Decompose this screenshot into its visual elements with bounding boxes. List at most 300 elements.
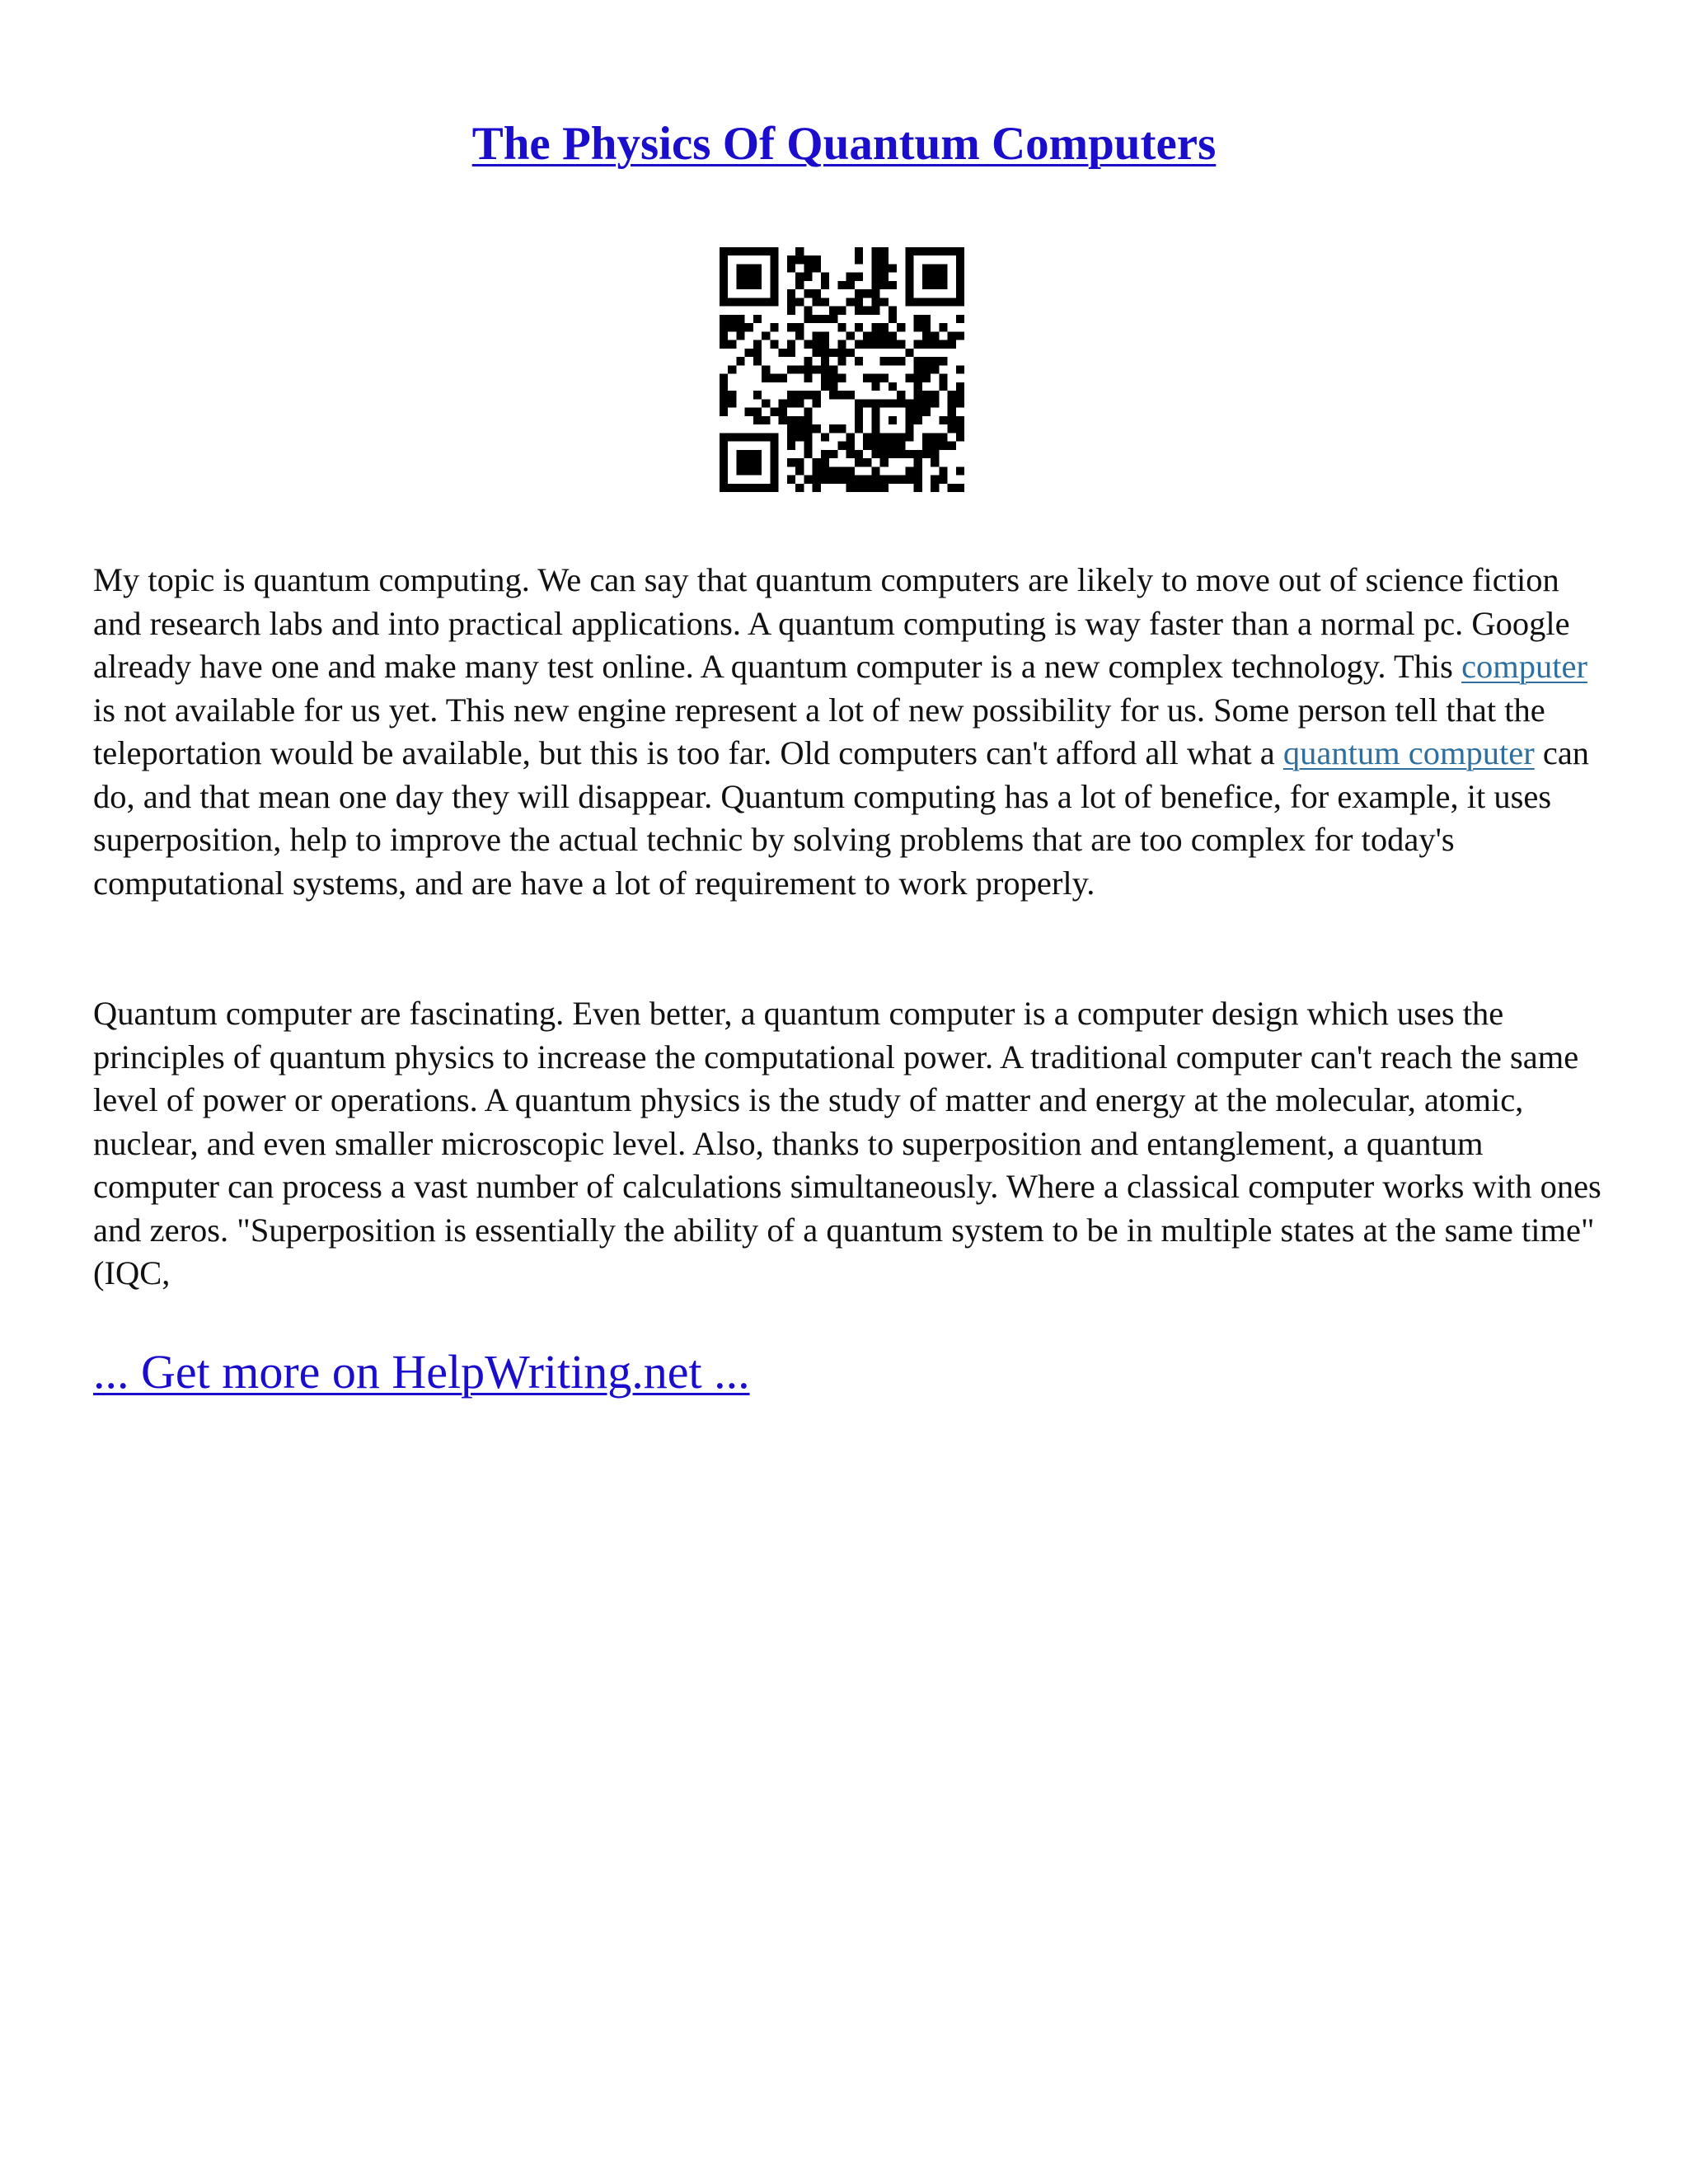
qr-module [804, 357, 812, 365]
qr-module [787, 323, 795, 331]
qr-module [770, 289, 778, 298]
qr-module [846, 331, 855, 340]
page-title [0, 115, 1688, 173]
qr-module [821, 433, 829, 441]
qr-module [922, 433, 931, 441]
qr-module [931, 458, 939, 466]
qr-module [787, 298, 795, 306]
qr-module [813, 365, 821, 373]
qr-module [804, 442, 812, 450]
qr-module [905, 433, 913, 441]
qr-module [804, 289, 812, 298]
qr-module [846, 466, 855, 475]
qr-module [880, 273, 889, 281]
qr-module [863, 442, 871, 450]
qr-module [829, 476, 837, 484]
qr-module [787, 458, 795, 466]
qr-module [770, 340, 778, 349]
qr-module [931, 442, 939, 450]
qr-module [745, 450, 753, 458]
qr-module [863, 484, 871, 492]
qr-module [931, 450, 939, 458]
qr-module [948, 331, 956, 340]
qr-module [829, 450, 837, 458]
qr-module [720, 484, 728, 492]
qr-module [837, 340, 846, 349]
qr-module [829, 349, 837, 357]
qr-module [804, 424, 812, 433]
qr-module [956, 484, 964, 492]
qr-module [956, 382, 964, 391]
qr-module [813, 289, 821, 298]
qr-module [821, 382, 829, 391]
qr-module [956, 466, 964, 475]
qr-module [837, 357, 846, 365]
qr-module [939, 374, 947, 382]
qr-module [770, 433, 778, 441]
qr-module [939, 273, 947, 281]
qr-module [922, 247, 931, 255]
qr-module [897, 476, 905, 484]
qr-module [728, 323, 736, 331]
qr-module [931, 365, 939, 373]
qr-module [914, 391, 922, 399]
qr-module [804, 416, 812, 424]
qr-module [753, 433, 762, 441]
qr-module [914, 365, 922, 373]
qr-module [880, 374, 889, 382]
qr-module [897, 357, 905, 365]
qr-module [821, 374, 829, 382]
qr-module [905, 450, 913, 458]
qr-module [720, 466, 728, 475]
qr-module [948, 247, 956, 255]
qr-module [922, 374, 931, 382]
qr-module [871, 273, 879, 281]
qr-module [880, 340, 889, 349]
qr-module [846, 450, 855, 458]
qr-module [855, 408, 863, 416]
qr-module [804, 374, 812, 382]
qr-module [736, 273, 744, 281]
qr-module [720, 298, 728, 306]
qr-module [745, 323, 753, 331]
qr-module [745, 298, 753, 306]
qr-module [821, 340, 829, 349]
qr-module [905, 476, 913, 484]
qr-module [720, 273, 728, 281]
qr-module [939, 433, 947, 441]
qr-module [880, 484, 889, 492]
qr-module [736, 466, 744, 475]
qr-module [846, 391, 855, 399]
qr-module [821, 458, 829, 466]
qr-module [821, 476, 829, 484]
qr-module [745, 281, 753, 289]
qr-module [762, 416, 770, 424]
qr-module [905, 247, 913, 255]
qr-module [905, 298, 913, 306]
qr-module [795, 399, 804, 407]
qr-module [745, 484, 753, 492]
qr-module [922, 357, 931, 365]
qr-module [880, 255, 889, 264]
paragraph-1-text-c: can do, and that mean one day they will disappear. Quantum computing has a lot of benefice, for example, it uses superposition, help to improve the actual technic by solving problems that are too complex for today's computational systems, and are have a lot of requirement to work properly. [93, 734, 1590, 902]
qr-module [922, 340, 931, 349]
qr-module [922, 281, 931, 289]
qr-module [889, 307, 897, 315]
qr-module [795, 458, 804, 466]
qr-module [804, 365, 812, 373]
qr-module [813, 331, 821, 340]
qr-module [736, 281, 744, 289]
qr-module [931, 391, 939, 399]
qr-module [821, 331, 829, 340]
qr-module [787, 424, 795, 433]
qr-module [905, 281, 913, 289]
get-more-line [93, 1343, 750, 1401]
qr-module [720, 374, 728, 382]
get-more-link[interactable]: ... Get more on HelpWriting.net ... [93, 1345, 750, 1399]
qr-module [762, 298, 770, 306]
qr-module [880, 458, 889, 466]
qr-module [736, 357, 744, 365]
qr-module [745, 458, 753, 466]
qr-module [762, 247, 770, 255]
qr-module [804, 255, 812, 264]
qr-module [745, 408, 753, 416]
qr-module [855, 307, 863, 315]
qr-module [813, 484, 821, 492]
qr-module [720, 264, 728, 272]
qr-module [905, 416, 913, 424]
qr-module [787, 391, 795, 399]
qr-module [804, 476, 812, 484]
qr-module [762, 365, 770, 373]
qr-module [855, 298, 863, 306]
qr-module [855, 340, 863, 349]
qr-module [871, 281, 879, 289]
qr-module [914, 340, 922, 349]
qr-module [905, 273, 913, 281]
qr-module [829, 424, 837, 433]
qr-module [770, 264, 778, 272]
qr-module [837, 466, 846, 475]
qr-module [939, 416, 947, 424]
qr-module [821, 349, 829, 357]
qr-module [855, 399, 863, 407]
qr-module [745, 264, 753, 272]
qr-module [871, 416, 879, 424]
qr-module [871, 323, 879, 331]
qr-module [795, 416, 804, 424]
qr-module [871, 307, 879, 315]
qr-module [905, 255, 913, 264]
qr-module [829, 374, 837, 382]
qr-module [720, 458, 728, 466]
qr-module [813, 391, 821, 399]
qr-module [905, 374, 913, 382]
paragraph-1-text-b: is not available for us yet. This new engine represent a lot of new possibility for us. Some person tell that the teleportation would be available, but this is too far. Old computers can't afford all what a [93, 691, 1545, 771]
qr-module [880, 476, 889, 484]
qr-module [871, 264, 879, 272]
qr-module [846, 298, 855, 306]
paragraph-1-text-a: My topic is quantum computing. We can say that quantum computers are likely to move out of science fiction and research labs and into practical applications. A quantum computing is way faster than a normal pc. Google already have one and make many test online. A quantum computer is a new complex technology. This [93, 561, 1570, 685]
qr-code-icon [720, 247, 964, 492]
qr-module [804, 307, 812, 315]
qr-module [728, 391, 736, 399]
qr-module [871, 289, 879, 298]
qr-module [914, 458, 922, 466]
qr-module [880, 331, 889, 340]
qr-module [905, 399, 913, 407]
qr-module [753, 458, 762, 466]
qr-module [837, 424, 846, 433]
qr-module [939, 298, 947, 306]
qr-module [829, 391, 837, 399]
qr-module [880, 247, 889, 255]
qr-module [914, 476, 922, 484]
qr-module [948, 442, 956, 450]
qr-module [720, 281, 728, 289]
qr-module [813, 340, 821, 349]
qr-module [922, 391, 931, 399]
qr-module [821, 315, 829, 323]
qr-module [931, 273, 939, 281]
qr-module [846, 433, 855, 441]
qr-module [855, 484, 863, 492]
qr-module [770, 450, 778, 458]
qr-module [855, 476, 863, 484]
qr-module [795, 247, 804, 255]
qr-module [956, 424, 964, 433]
qr-module [855, 323, 863, 331]
qr-module [939, 247, 947, 255]
qr-module [897, 340, 905, 349]
qr-module [880, 281, 889, 289]
qr-module [821, 450, 829, 458]
qr-module [829, 315, 837, 323]
qr-module [914, 357, 922, 365]
qr-module [922, 264, 931, 272]
qr-module [770, 298, 778, 306]
qr-module [880, 433, 889, 441]
computer-link[interactable]: computer [1461, 648, 1588, 685]
qr-module [939, 323, 947, 331]
qr-module [905, 408, 913, 416]
qr-module [956, 289, 964, 298]
qr-module [795, 273, 804, 281]
qr-module [948, 399, 956, 407]
qr-module [922, 365, 931, 373]
qr-module [855, 424, 863, 433]
qr-module [804, 273, 812, 281]
qr-module [837, 442, 846, 450]
qr-module [931, 484, 939, 492]
qr-module [753, 466, 762, 475]
qr-module [880, 264, 889, 272]
qr-module [931, 476, 939, 484]
qr-module [880, 399, 889, 407]
qr-module [804, 264, 812, 272]
qr-module [762, 374, 770, 382]
qr-module [889, 264, 897, 272]
qr-module [753, 391, 762, 399]
qr-module [931, 357, 939, 365]
qr-module [787, 416, 795, 424]
qr-module [753, 315, 762, 323]
qr-module [753, 408, 762, 416]
qr-module [720, 340, 728, 349]
qr-module [880, 442, 889, 450]
qr-module [956, 264, 964, 272]
qr-module [795, 255, 804, 264]
qr-module [914, 466, 922, 475]
qr-module [787, 264, 795, 272]
qr-module [720, 323, 728, 331]
qr-module [720, 476, 728, 484]
qr-module [871, 331, 879, 340]
qr-module [855, 450, 863, 458]
qr-module [855, 247, 863, 255]
qr-module [837, 391, 846, 399]
qr-module [956, 281, 964, 289]
qr-module [770, 442, 778, 450]
qr-module [770, 484, 778, 492]
qr-module [948, 391, 956, 399]
qr-module [956, 255, 964, 264]
qr-module [821, 365, 829, 373]
body-paragraph-1 [93, 559, 1601, 905]
qr-module [762, 331, 770, 340]
qr-module [804, 340, 812, 349]
qr-module [889, 281, 897, 289]
qr-module [914, 408, 922, 416]
qr-module [880, 450, 889, 458]
qr-module [846, 349, 855, 357]
qr-module [795, 331, 804, 340]
qr-module [736, 484, 744, 492]
qr-module [745, 247, 753, 255]
qr-module [795, 365, 804, 373]
qr-module [837, 374, 846, 382]
qr-module [897, 433, 905, 441]
qr-module [720, 408, 728, 416]
qr-module [889, 399, 897, 407]
title-link[interactable]: The Physics Of Quantum Computers [471, 118, 1217, 170]
qr-module [787, 255, 795, 264]
qr-module [871, 255, 879, 264]
qr-module [795, 433, 804, 441]
qr-module [753, 450, 762, 458]
qr-module [813, 315, 821, 323]
qr-module [736, 247, 744, 255]
qr-module [863, 340, 871, 349]
qr-module [720, 391, 728, 399]
qr-module [931, 399, 939, 407]
qr-module [871, 450, 879, 458]
qr-module [939, 382, 947, 391]
qr-module [720, 442, 728, 450]
qr-module [863, 289, 871, 298]
qr-module [753, 416, 762, 424]
qr-module [813, 399, 821, 407]
qr-module [871, 476, 879, 484]
qr-module [863, 307, 871, 315]
qr-module [753, 349, 762, 357]
qr-module [939, 340, 947, 349]
qr-module [720, 399, 728, 407]
qr-module [779, 399, 787, 407]
qr-module [720, 247, 728, 255]
qr-module [720, 450, 728, 458]
qr-module [871, 433, 879, 441]
qr-module [863, 399, 871, 407]
qr-module [922, 323, 931, 331]
qr-module [753, 281, 762, 289]
qr-module [813, 264, 821, 272]
qr-module [939, 466, 947, 475]
qr-module [914, 450, 922, 458]
qr-module [889, 433, 897, 441]
qr-module [939, 476, 947, 484]
qr-module [889, 382, 897, 391]
qr-module [787, 340, 795, 349]
qr-module [770, 255, 778, 264]
qr-module [787, 289, 795, 298]
qr-module [846, 476, 855, 484]
qr-module [787, 365, 795, 373]
qr-module [914, 247, 922, 255]
qr-module [871, 424, 879, 433]
qr-module [939, 442, 947, 450]
qr-module [804, 450, 812, 458]
qr-module [745, 433, 753, 441]
qr-module [821, 273, 829, 281]
qr-module [855, 357, 863, 365]
qr-module [855, 255, 863, 264]
qr-module [837, 307, 846, 315]
qr-module [931, 340, 939, 349]
qr-module [905, 264, 913, 272]
qr-module [956, 298, 964, 306]
qr-module [736, 298, 744, 306]
qr-module [948, 416, 956, 424]
qr-module [897, 450, 905, 458]
qr-module [871, 382, 879, 391]
qr-module [787, 349, 795, 357]
qr-module [855, 416, 863, 424]
qr-module [956, 391, 964, 399]
qr-module [905, 349, 913, 357]
qr-module [939, 357, 947, 365]
qr-module [779, 374, 787, 382]
qr-module [889, 416, 897, 424]
qr-module [889, 340, 897, 349]
qr-module [846, 273, 855, 281]
qr-module [871, 298, 879, 306]
qr-module [770, 476, 778, 484]
qr-module [779, 416, 787, 424]
qr-module [948, 340, 956, 349]
qr-module [736, 450, 744, 458]
qr-module [779, 408, 787, 416]
qr-module [728, 315, 736, 323]
qr-module [762, 433, 770, 441]
quantum-computer-link[interactable]: quantum computer [1282, 734, 1535, 771]
qr-module [922, 273, 931, 281]
qr-module [914, 382, 922, 391]
